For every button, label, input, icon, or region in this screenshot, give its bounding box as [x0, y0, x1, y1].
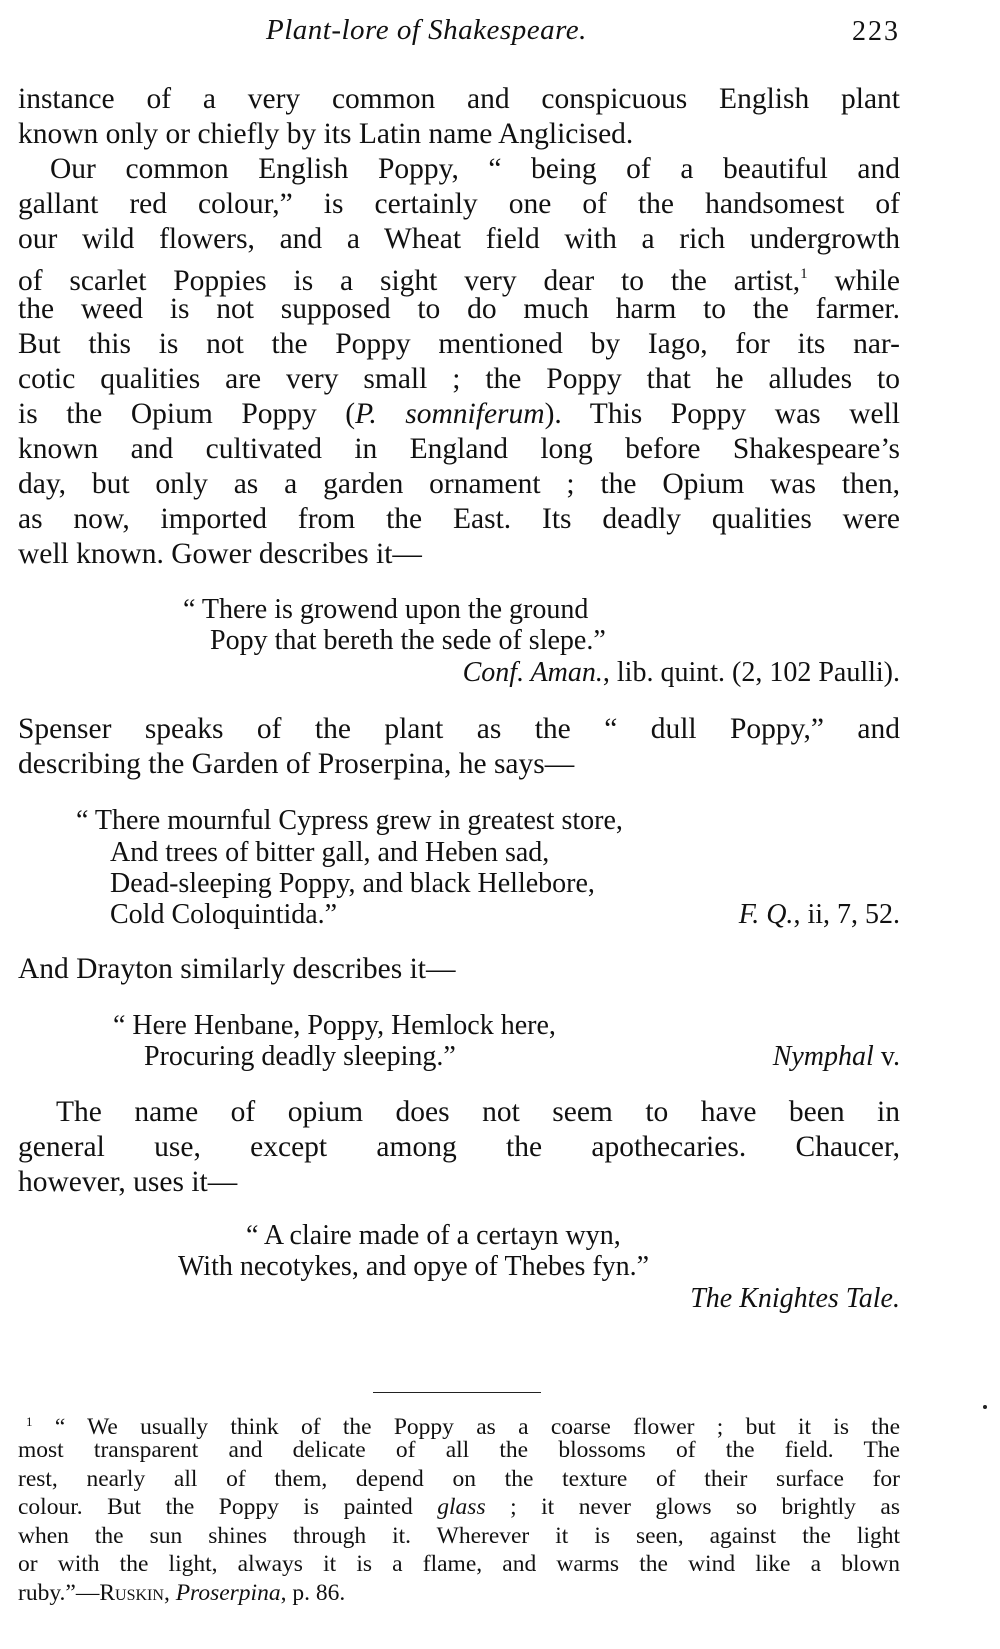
verse-line: Procuring deadly sleeping.”	[144, 1041, 456, 1072]
verse-line: “ Here Henbane, Poppy, Hemlock here,	[113, 1010, 556, 1041]
citation	[463, 657, 900, 688]
footnote-line: when the sun shines through it. Wherever it is seen, against the light	[18, 1523, 900, 1549]
body-line: however, uses it—	[18, 1166, 238, 1198]
footnote-line	[18, 1493, 900, 1522]
running-head	[18, 14, 900, 54]
line-text: “ We usually think of the Poppy as a coarse flower ; but it is the	[54, 1414, 900, 1440]
footnote-mark: 1	[26, 1414, 33, 1429]
line-text: ; it never glows so brightly as	[485, 1494, 900, 1520]
verse-line: “ There mournful Cypress grew in greatest store,	[76, 805, 623, 836]
body-line: cotic qualities are very small ; the Poppy that he alludes to	[18, 363, 900, 395]
body-line: But this is not the Poppy mentioned by Iago, for its nar-	[18, 328, 900, 360]
citation-ref: , lib. quint. (2, 102 Paulli).	[602, 657, 900, 688]
body-line: our wild flowers, and a Wheat field with a rich undergrowth	[18, 223, 900, 255]
line-text: ruby.”—	[18, 1580, 100, 1606]
verse-line: Popy that bereth the sede of slepe.”	[210, 625, 606, 656]
footnote-line: rest, nearly all of them, depend on the texture of their surface for	[18, 1466, 900, 1492]
body-line: the weed is not supposed to do much harm to the farmer.	[18, 293, 900, 325]
running-title: Plant-lore of Shakespeare.	[266, 14, 587, 46]
page-number: 223	[852, 16, 900, 47]
body-line: well known. Gower describes it—	[18, 538, 422, 570]
page-ref: , p. 86.	[280, 1580, 346, 1606]
footnote-line: or with the light, always it is a flame, and warms the wind like a blown	[18, 1551, 900, 1577]
body-line: Our common English Poppy, “ being of a beautiful and	[50, 153, 900, 185]
footnote-ref[interactable]: 1	[800, 266, 808, 282]
citation-ref: v.	[873, 1041, 900, 1072]
verse-line: “ There is growend upon the ground	[183, 594, 589, 625]
author-name: Ruskin	[99, 1580, 164, 1606]
scan-speck	[983, 1405, 987, 1409]
citation-ref: , ii, 7, 52.	[793, 899, 900, 930]
line-text: colour. But the Poppy is painted	[18, 1494, 438, 1520]
body-line: And Drayton similarly describes it—	[18, 953, 456, 985]
citation-title: Conf. Aman.	[462, 657, 603, 688]
citation-title: The Knightes Tale.	[690, 1283, 900, 1314]
body-line: day, but only as a garden ornament ; the Opium was then,	[18, 468, 900, 500]
body-line: gallant red colour,” is certainly one of the handsomest of	[18, 188, 900, 220]
citation-title: Nymphal	[772, 1041, 874, 1072]
verse-line: Cold Coloquintida.”	[110, 899, 338, 930]
line-text: is the Opium Poppy (	[18, 398, 356, 430]
body-line: Spenser speaks of the plant as the “ dull Poppy,” and	[18, 713, 900, 745]
citation	[773, 1041, 900, 1072]
latin-name: P. somniferum	[355, 398, 545, 430]
line-text: of scarlet Poppies is a sight very dear to the artist,	[18, 265, 801, 297]
verse-line: With necotykes, and opye of Thebes fyn.”	[178, 1251, 650, 1282]
line-text: ). This Poppy was well	[544, 398, 900, 430]
body-line: known only or chiefly by its Latin name Anglicised.	[18, 118, 634, 150]
citation-title: F. Q.	[738, 899, 794, 930]
verse-line: Dead-sleeping Poppy, and black Hellebore,	[110, 868, 595, 899]
body-line: The name of opium does not seem to have been in	[56, 1096, 900, 1128]
body-line: instance of a very common and conspicuous English plant	[18, 83, 900, 115]
footnote-separator	[373, 1392, 541, 1393]
footnote-line: most transparent and delicate of all the blossoms of the field. The	[18, 1437, 900, 1463]
citation	[739, 899, 900, 930]
body-line: known and cultivated in England long before Shakespeare’s	[18, 433, 900, 465]
verse-line: And trees of bitter gall, and Heben sad,	[110, 837, 550, 868]
body-line: general use, except among the apothecaries. Chaucer,	[18, 1131, 900, 1163]
footnote-line: ruby.”—Ruskin, Proserpina, p. 86.	[18, 1580, 346, 1606]
body-line	[18, 397, 900, 432]
body-line: describing the Garden of Proserpina, he says—	[18, 748, 575, 780]
work-title: Proserpina	[175, 1580, 281, 1606]
body-line: as now, imported from the East. Its deadly qualities were	[18, 503, 900, 535]
line-text: while	[807, 265, 900, 297]
emphasis: glass	[437, 1494, 486, 1520]
verse-line: “ A claire made of a certayn wyn,	[246, 1220, 621, 1251]
